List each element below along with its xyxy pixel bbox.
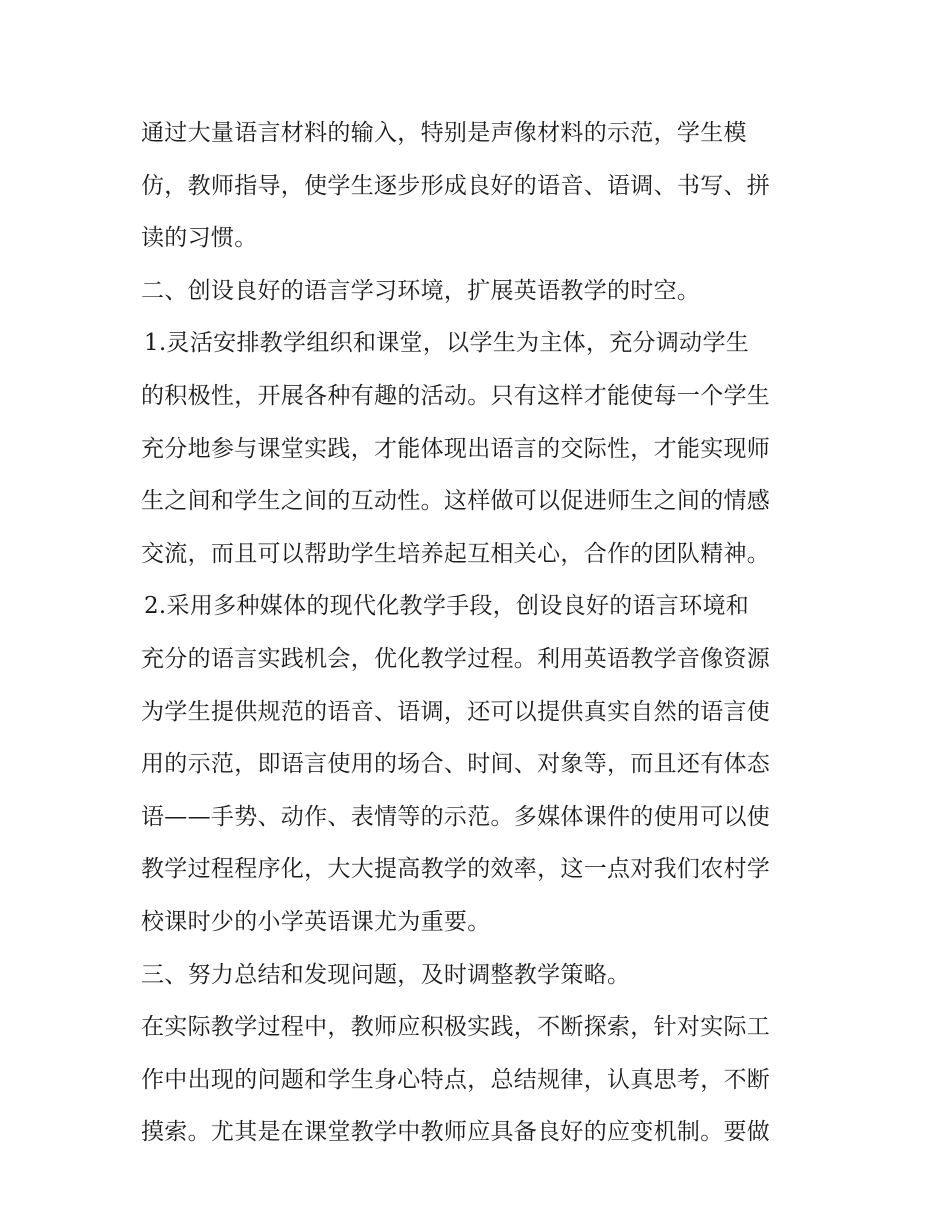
text-line: 用的示范，即语言使用的场合、时间、对象等，而且还有体态 (141, 751, 771, 778)
numbered-item-line: 2.采用多种媒体的现代化教学手段，创设良好的语言环境和 (144, 593, 750, 620)
numbered-item-line: 1.灵活安排教学组织和课堂，以学生为主体，充分调动学生 (144, 330, 750, 357)
text-line: 读的习惯。 (141, 225, 258, 252)
text-line: 在实际教学过程中，教师应积极实践，不断探索，针对实际工 (141, 1014, 771, 1041)
text-line: 作中出现的问题和学生身心特点，总结规律，认真思考，不断 (141, 1066, 771, 1093)
document-body (141, 107, 821, 1159)
section-heading: 二、创设良好的语言学习环境，扩展英语教学的时空。 (141, 277, 701, 304)
text-line: 为学生提供规范的语音、语调，还可以提供真实自然的语言使 (141, 698, 771, 725)
text-line: 充分地参与课堂实践，才能体现出语言的交际性，才能实现师 (141, 435, 771, 462)
text-line: 生之间和学生之间的互动性。这样做可以促进师生之间的情感 (141, 488, 771, 515)
text-line: 的积极性，开展各种有趣的活动。只有这样才能使每一个学生 (141, 382, 771, 409)
text-line: 交流，而且可以帮助学生培养起互相关心，合作的团队精神。 (141, 540, 771, 567)
text-line: 教学过程程序化，大大提高教学的效率，这一点对我们农村学 (141, 856, 771, 883)
section-heading: 三、努力总结和发现问题，及时调整教学策略。 (141, 961, 631, 988)
text-line: 通过大量语言材料的输入，特别是声像材料的示范，学生模 (141, 120, 747, 146)
text-line: 校课时少的小学英语课尤为重要。 (141, 908, 491, 935)
text-line: 摸索。尤其是在课堂教学中教师应具备良好的应变机制。要做 (141, 1119, 771, 1146)
text-line: 仿，教师指导，使学生逐步形成良好的语音、语调、书写、拼 (141, 172, 771, 199)
text-line: 充分的语言实践机会，优化教学过程。利用英语教学音像资源 (141, 645, 771, 672)
text-line: 语——手势、动作、表情等的示范。多媒体课件的使用可以使 (141, 803, 771, 830)
